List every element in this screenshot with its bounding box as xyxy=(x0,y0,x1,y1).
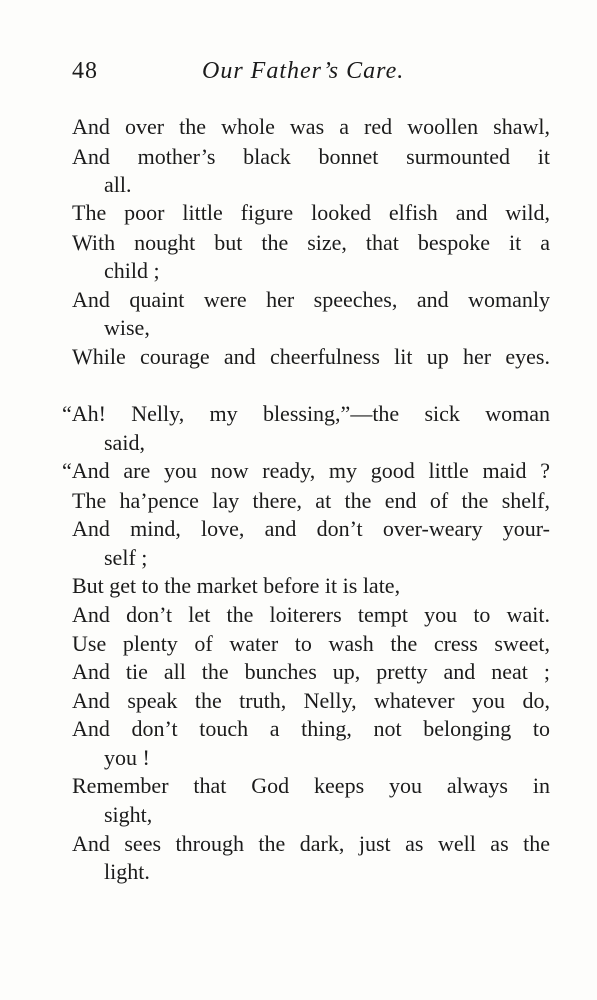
poem-line: wise, xyxy=(104,315,150,340)
poem-line: child ; xyxy=(104,258,160,283)
poem-line: self ; xyxy=(104,545,148,570)
poem-line: “And are you now ready, my good little maid ? xyxy=(62,458,550,483)
page-number: 48 xyxy=(72,58,98,84)
poem-line: And mind, love, and don’t over-weary your- xyxy=(72,516,550,541)
poem-line: all. xyxy=(104,172,132,197)
poem-line: And over the whole was a red woollen shawl, xyxy=(72,114,550,139)
poem-line: “Ah! Nelly, my blessing,”—the sick woman xyxy=(62,401,550,426)
poem-line: Use plenty of water to wash the cress sweet, xyxy=(72,631,550,656)
poem-line: The ha’pence lay there, at the end of the shelf, xyxy=(72,488,550,513)
poem-line: But get to the market before it is late, xyxy=(72,573,401,598)
poem-line: With nought but the size, that bespoke it a xyxy=(72,230,550,255)
poem-line: said, xyxy=(104,430,145,455)
poem-line: And tie all the bunches up, pretty and neat ; xyxy=(72,659,550,684)
running-head: Our Father’s Care. xyxy=(202,58,405,84)
poem-line: And speak the truth, Nelly, whatever you do, xyxy=(72,688,550,713)
page-header xyxy=(72,58,552,92)
poem-line: And mother’s black bonnet surmounted it xyxy=(72,144,550,169)
poem-line: And don’t let the loiterers tempt you to wait. xyxy=(72,602,550,627)
poem-line: light. xyxy=(104,859,150,884)
poem-line: you ! xyxy=(104,745,150,770)
poem-line: And quaint were her speeches, and womanly xyxy=(72,287,550,312)
poem-line: The poor little figure looked elfish and wild, xyxy=(72,200,550,225)
poem-line: And sees through the dark, just as well as the xyxy=(72,831,550,856)
poem-line: sight, xyxy=(104,802,153,827)
poem-line: While courage and cheerfulness lit up her eyes. xyxy=(72,344,550,369)
poem-line: Remember that God keeps you always in xyxy=(72,773,550,798)
poem-line: And don’t touch a thing, not belonging to xyxy=(72,716,550,741)
